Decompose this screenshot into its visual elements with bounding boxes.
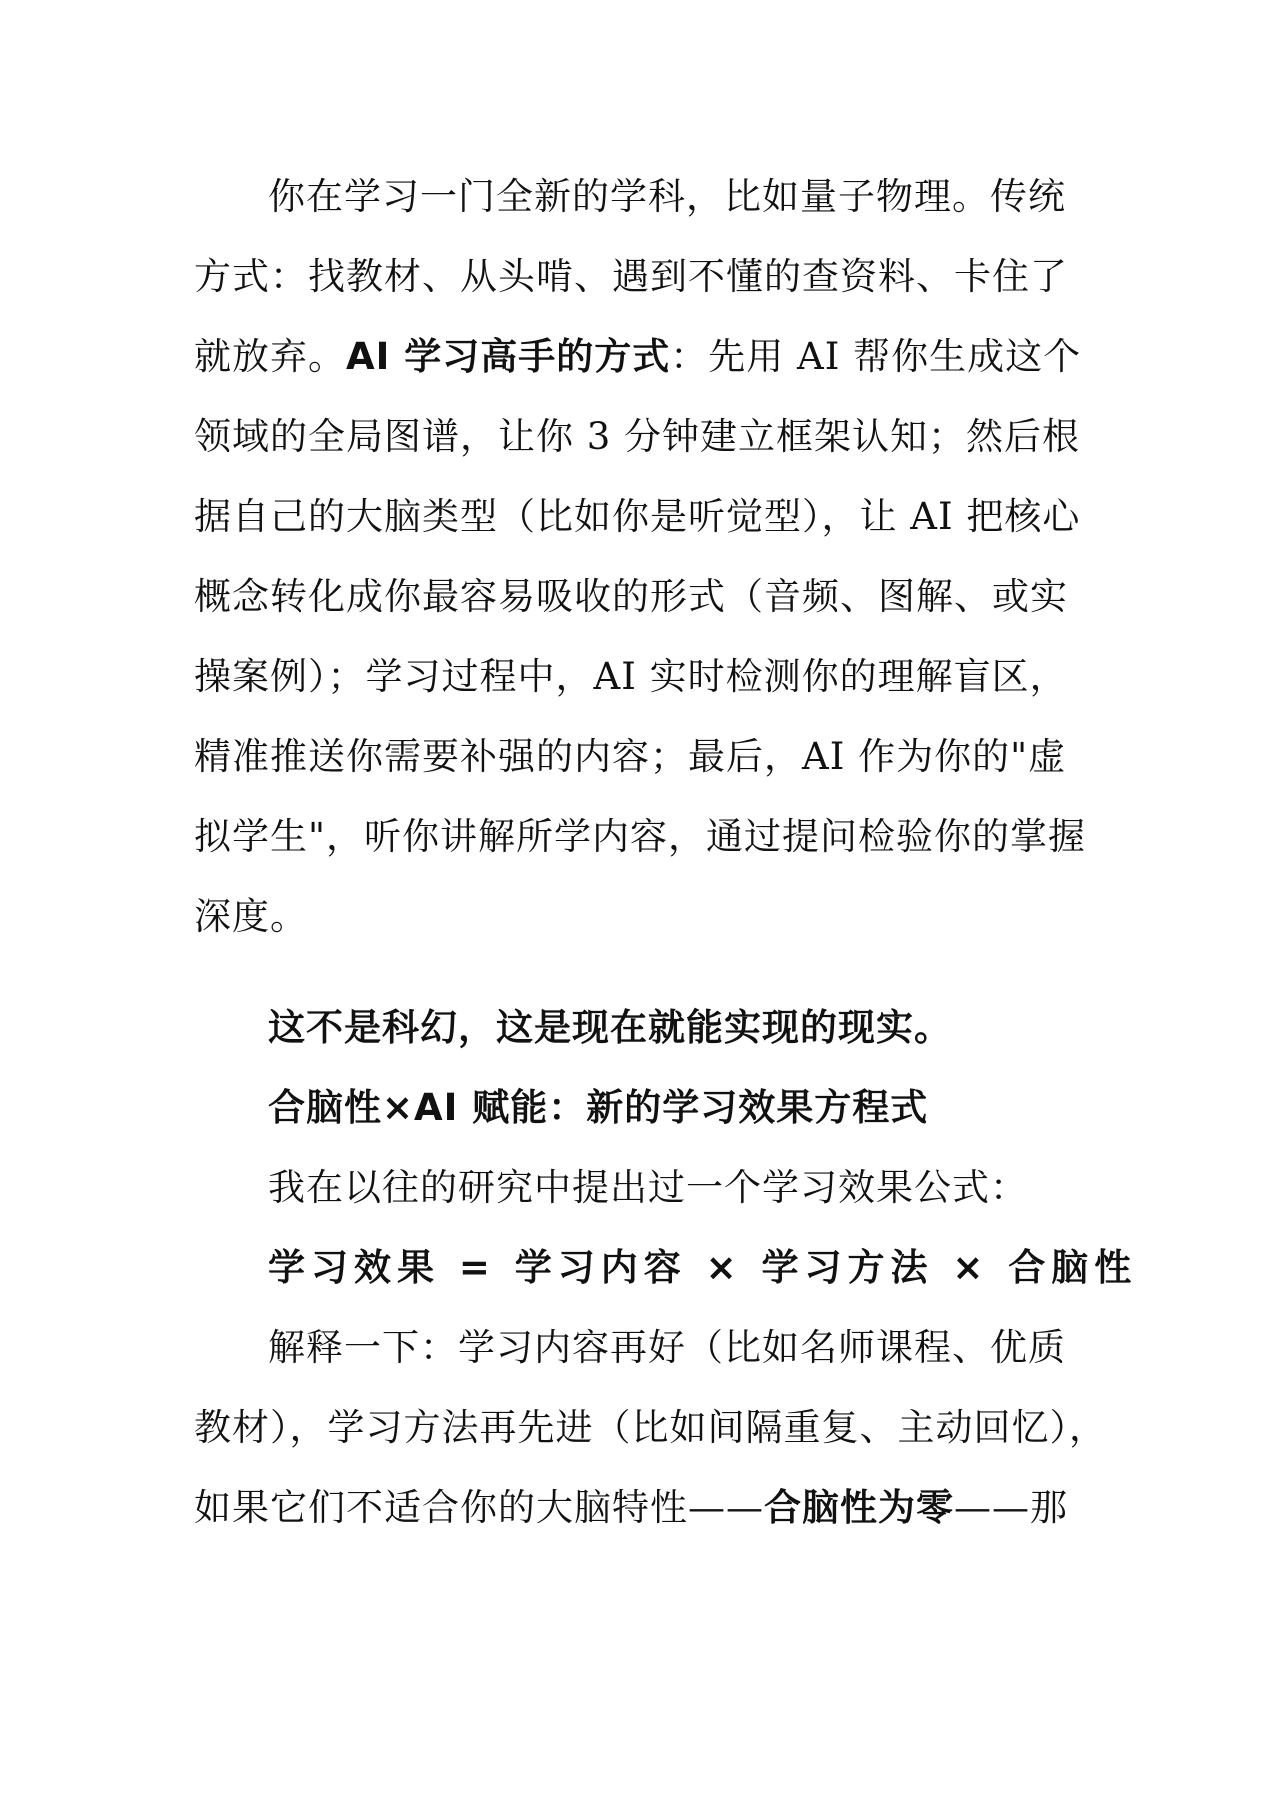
paragraph-text: ——那 — [954, 1486, 1068, 1529]
paragraph-ai-learning-example — [194, 157, 1087, 957]
paragraph-line: 据自己的大脑类型（比如你是听觉型），让 AI 把核心 — [194, 495, 1081, 538]
paragraph-line: 深度。 — [194, 895, 308, 938]
paragraph-line: 你在学习一门全新的学科，比如量子物理。传统 — [268, 175, 1066, 218]
bold-phrase: AI 学习高手的方式 — [346, 335, 671, 378]
paragraph-text: 如果它们不适合你的大脑特性—— — [194, 1486, 764, 1529]
paragraph-formula-intro — [194, 1148, 1084, 1228]
paragraph-line: 拟学生"，听你讲解所学内容，通过提问检验你的掌握 — [194, 815, 1087, 858]
paragraph-line: 教材），学习方法再先进（比如间隔重复、主动回忆）， — [194, 1406, 1107, 1449]
paragraph-line — [194, 317, 1084, 397]
paragraph-line: 操案例）；学习过程中，AI 实时检测你的理解盲区， — [194, 655, 1068, 698]
bold-phrase: 合脑性为零 — [764, 1486, 954, 1529]
highlight-text: 这不是科幻，这是现在就能实现的现实。 — [268, 1006, 952, 1049]
paragraph-formula-explanation — [194, 1308, 1107, 1548]
paragraph-text: 就放弃。 — [194, 335, 346, 378]
highlight-statement — [194, 988, 1084, 1068]
paragraph-line: 方式：找教材、从头啃、遇到不懂的查资料、卡住了 — [194, 255, 1068, 298]
paragraph-line: 领域的全局图谱，让你 3 分钟建立框架认知；然后根 — [194, 415, 1081, 458]
section-heading-text: 合脑性×AI 赋能：新的学习效果方程式 — [268, 1086, 929, 1129]
paragraph-line: 我在以往的研究中提出过一个学习效果公式： — [268, 1166, 1028, 1209]
paragraph-line: 概念转化成你最容易吸收的形式（音频、图解、或实 — [194, 575, 1068, 618]
paragraph-text: ：先用 AI 帮你生成这个 — [670, 335, 1082, 378]
section-heading — [194, 1068, 1084, 1148]
paragraph-line — [194, 1468, 1084, 1548]
paragraph-line: 精准推送你需要补强的内容；最后，AI 作为你的"虚 — [194, 735, 1067, 778]
formula-text: 学习效果 = 学习内容 × 学习方法 × 合脑性 — [268, 1246, 1138, 1289]
learning-effect-formula — [194, 1228, 1138, 1308]
paragraph-line: 解释一下：学习内容再好（比如名师课程、优质 — [268, 1326, 1066, 1369]
